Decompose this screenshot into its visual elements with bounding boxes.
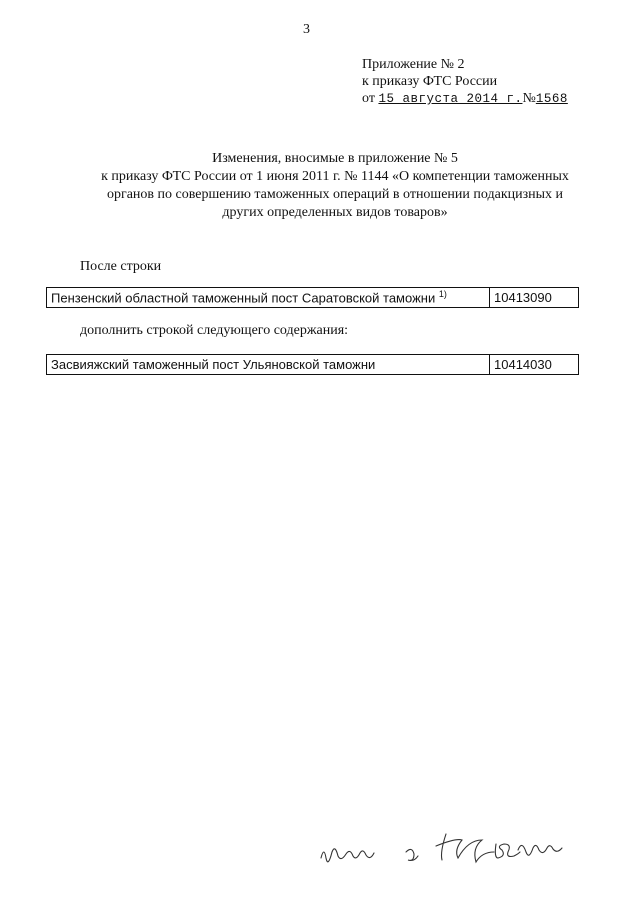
footnote-mark: 1) — [438, 289, 447, 300]
add-row-label: дополнить строкой следующего содержания: — [80, 323, 349, 338]
handwritten-signatures — [318, 828, 578, 878]
title-line-3: органов по совершению таможенных операций в отношении подакцизных и — [106, 187, 564, 202]
signature-scribble-3 — [495, 844, 520, 858]
post-name-cell — [47, 288, 490, 308]
existing-row-table — [46, 287, 579, 308]
new-row-table — [46, 354, 579, 375]
appendix-header — [362, 56, 568, 108]
after-row-label: После строки — [80, 259, 162, 274]
page-number: 3 — [303, 22, 310, 37]
document-title — [100, 150, 570, 222]
table-row — [47, 288, 579, 308]
signature-scribble-1 — [321, 849, 374, 862]
post-code-cell: 10414030 — [490, 355, 579, 375]
date-prefix: от — [362, 91, 375, 106]
appendix-date-line — [362, 90, 568, 108]
number-prefix: № — [522, 91, 536, 106]
appendix-order-ref: к приказу ФТС России — [362, 74, 498, 89]
signature-scribble-4 — [518, 845, 562, 855]
title-line-2: к приказу ФТС России от 1 июня 2011 г. № 1144 «О компетенции таможенных — [101, 169, 569, 184]
post-name-cell: Засвияжский таможенный пост Ульяновской таможни — [47, 355, 490, 375]
order-date: 15 августа 2014 г. — [378, 92, 523, 106]
post-code-cell: 10413090 — [490, 288, 579, 308]
appendix-title: Приложение № 2 — [362, 57, 465, 72]
table-row — [47, 355, 579, 375]
order-number: 1568 — [535, 92, 568, 106]
post-name: Пензенский областной таможенный пост Саратовской таможни — [51, 290, 436, 306]
signature-main — [436, 834, 494, 862]
title-line-4: других определенных видов товаров» — [222, 205, 448, 220]
signature-scribble-2 — [406, 849, 418, 860]
title-line-1: Изменения, вносимые в приложение № 5 — [212, 151, 458, 166]
